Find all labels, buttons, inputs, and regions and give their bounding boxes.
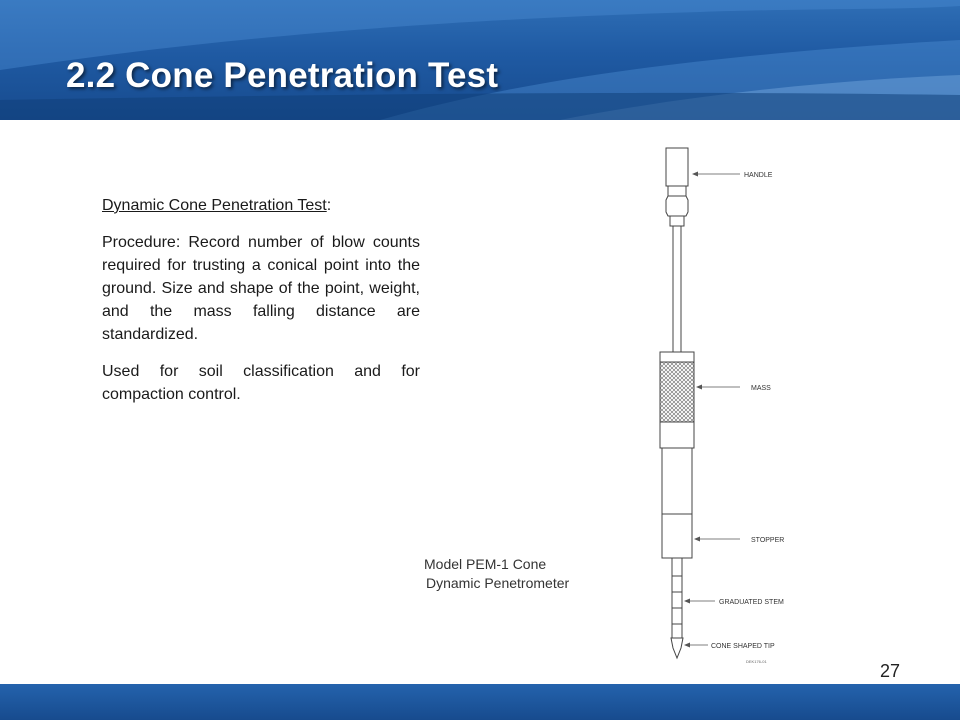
handle-neck — [668, 186, 686, 196]
handle-grip — [666, 196, 688, 216]
label-stopper: STOPPER — [751, 537, 785, 544]
figure-caption — [424, 555, 604, 593]
handle-collar — [670, 216, 684, 226]
cone-tip — [671, 638, 683, 658]
usage-paragraph: Used for soil classification and for compaction control. — [102, 363, 420, 403]
label-mass: MASS — [751, 385, 771, 392]
penetrometer-diagram — [640, 140, 820, 675]
subtitle-line — [102, 194, 420, 217]
caption-line-2: Dynamic Penetrometer — [426, 575, 570, 591]
page-number: 27 — [880, 661, 901, 681]
upper-rod — [673, 226, 681, 352]
handle-top — [666, 148, 688, 186]
caption-line-1: Model PEM-1 Cone — [424, 556, 547, 572]
subtitle: Dynamic Cone Penetration Test — [102, 197, 327, 214]
label-handle: HANDLE — [744, 172, 773, 179]
title-banner — [0, 0, 960, 120]
label-cone-tip: CONE SHAPED TIP — [711, 643, 775, 650]
slide-title: 2.2 Cone Penetration Test — [66, 56, 499, 95]
subtitle-colon: : — [326, 197, 332, 214]
lower-shaft — [662, 448, 692, 514]
drawing-code: DEK176-01 — [746, 659, 767, 664]
graduated-stem — [672, 558, 682, 638]
procedure-paragraph: Procedure: Record number of blow counts required for trusting a conical point into the ground. Size and shape of the point, weight, and the mass falling distance are standardized. — [102, 234, 420, 343]
mass-top-ring — [660, 352, 694, 362]
mass-bottom — [660, 422, 694, 448]
mass-body — [660, 362, 694, 422]
footer-band — [0, 684, 960, 720]
label-graduated-stem: GRADUATED STEM — [719, 599, 784, 606]
body-text — [102, 194, 420, 420]
stopper — [662, 514, 692, 558]
